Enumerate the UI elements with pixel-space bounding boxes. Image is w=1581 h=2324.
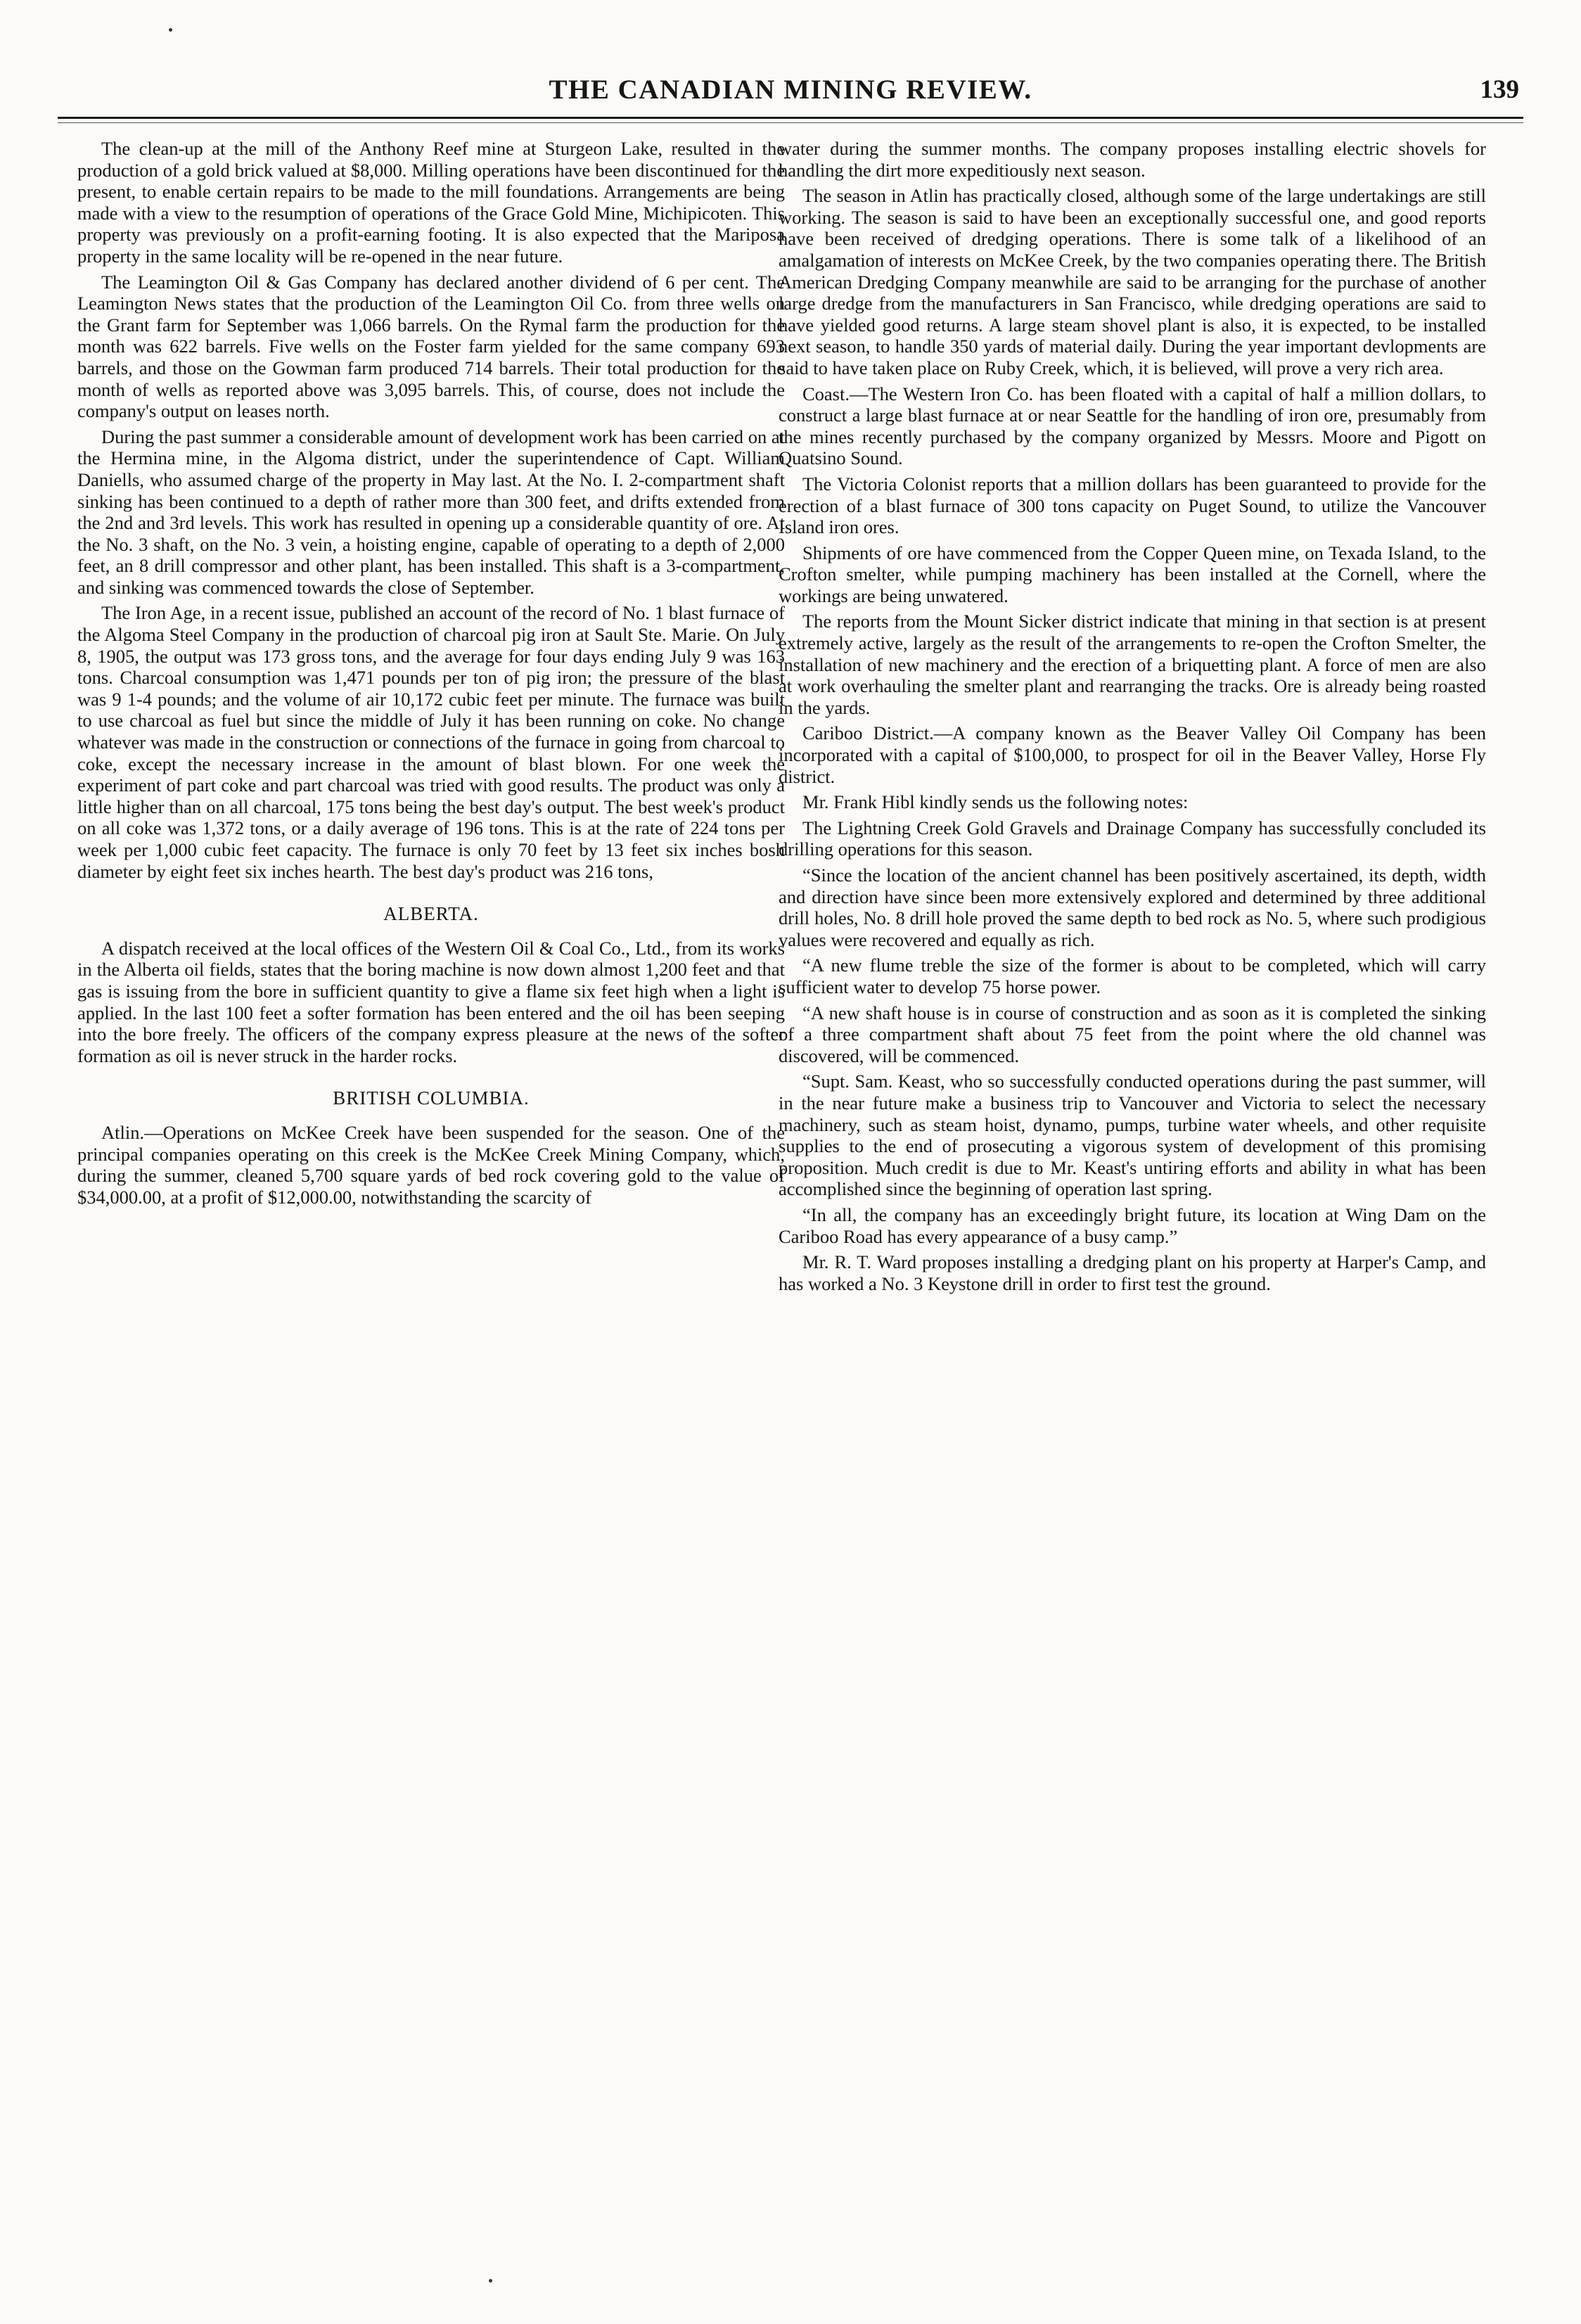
paragraph-leamington-oil: The Leamington Oil & Gas Company has declared another dividend of 6 per cent. The Leamington News states that the production of the Leamington Oil Co. from three wells on the Grant farm for September was 1,066 barrels. On the Rymal farm the production for the month was 622 barrels. Five wells on the Foster farm yielded for the same company 693 barrels, and those on the Gowman farm produced 714 barrels. Their total production for the month of wells as reported above was 3,095 barrels. This, of course, does not include the company's output on leases north. [77, 271, 785, 422]
speck-top [169, 28, 172, 32]
paragraph-frank-hibl: Mr. Frank Hibl kindly sends us the following notes: [802, 791, 1189, 813]
paragraph-atlin-continued: water during the summer months. The company proposes installing electric shovels for handling the dirt more expeditiously next season. [779, 138, 1486, 181]
journal-title: THE CANADIAN MINING REVIEW. [549, 75, 1032, 105]
heading-alberta: ALBERTA. [383, 903, 479, 925]
paragraph-algoma-steel: The Iron Age, in a recent issue, published an account of the record of No. 1 blast furnace of the Algoma Steel Company in the production of charcoal pig iron at Sault Ste. Marie. On July 8, 1905, the output was 173 gross tons, and the average for four days ending July 9 was 163 tons. Charcoal consumption was 1,471 pounds per ton of pig iron; the pressure of the blast was 9 1-4 pounds; and the volume of air 10,172 cubic feet per minute. The furnace was built to use charcoal as fuel but since the middle of July it has been running on coke. No change whatever was made in the construction or connections of the furnace in going from charcoal to coke, except the necessary increase in the amount of blast blown. For one week the experiment of part coke and part charcoal was tried with good results. The product was only a little higher than on all charcoal, 175 tons being the best day's output. The best week's product on all coke was 1,372 tons, or a daily average of 196 tons. This is at the rate of 224 tons per week per 1,000 cubic feet capacity. The furnace is only 70 feet by 13 feet six inches bosh diameter by eight feet six inches hearth. The best day's product was 216 tons, [77, 602, 785, 882]
paragraph-ancient-channel: “Since the location of the ancient channel has been positively ascertained, its depth, width and direction have since been more extensively explored and determined by three additional drill holes, No. 8 drill hole proved the same depth to bed rock as No. 5, where such prodigious values were recovered and equally as rich. [779, 864, 1486, 950]
page-header [58, 73, 1523, 114]
speck-bottom [489, 2279, 492, 2282]
paragraph-lightning-creek: The Lightning Creek Gold Gravels and Drainage Company has successfully concluded its drilling operations for this season. [779, 817, 1486, 860]
page-number: 139 [1480, 75, 1519, 104]
paragraph-new-flume: “A new flume treble the size of the former is about to be completed, which will carry sufficient water to develop 75 horse power. [779, 954, 1486, 997]
paragraph-anthony-reef: The clean-up at the mill of the Anthony Reef mine at Sturgeon Lake, resulted in the production of a gold brick valued at $8,000. Milling operations have been discontinued for the present, to enable certain repairs to be made to the mill foundations. Arrangements are being made with a view to the resumption of operations of the Grace Gold Mine, Michipicoten. This property was previously on a profit-earning footing. It is also expected that the Mariposa property in the same locality will be re-opened in the near future. [77, 138, 785, 267]
paragraph-bright-future: “In all, the company has an exceedingly bright future, its location at Wing Dam on the Cariboo Road has every appearance of a busy camp.” [779, 1204, 1486, 1247]
paragraph-mount-sicker: The reports from the Mount Sicker district indicate that mining in that section is at present extremely active, largely as the result of the arrangements to re-open the Crofton Smelter, the installation of new machinery and the erection of a briquetting plant. A force of men are also at work overhauling the smelter plant and rearranging the tracks. Ore is already being roasted in the yards. [779, 611, 1486, 718]
paragraph-victoria-colonist: The Victoria Colonist reports that a million dollars has been guaranteed to provide for the erection of a blast furnace of 300 tons capacity on Puget Sound, to utilize the Vancouver Island iron ores. [779, 473, 1486, 538]
paragraph-shaft-house: “A new shaft house is in course of construction and as soon as it is completed the sinking of a three compartment shaft about 75 feet from the point where the old channel was discovered, will be commenced. [779, 1002, 1486, 1066]
paragraph-copper-queen: Shipments of ore have commenced from the Copper Queen mine, on Texada Island, to the Crofton smelter, while pumping machinery has been installed at the Cornell, where the workings are being unwatered. [779, 542, 1486, 606]
right-column [779, 138, 1486, 1298]
paragraph-atlin-season: The season in Atlin has practically closed, although some of the large undertakings are still working. The season is said to have been an exceptionally successful one, and good reports have been received of dredging operations. There is some talk of a likelihood of an amalgamation of interests on McKee Creek, by the two companies operating there. The British American Dredging Company meanwhile are said to be arranging for the purchase of another large dredge from the manufacturers in San Francisco, while dredging operations are said to have yielded good returns. A large steam shovel plant is also, it is expected, to be installed next season, to handle 350 yards of material daily. During the year important devlopments are said to have taken place on Ruby Creek, which, it is believed, will prove a very rich area. [779, 185, 1486, 378]
paragraph-supt-keast: “Supt. Sam. Keast, who so successfully conducted operations during the past summer, will in the near future make a business trip to Vancouver and Victoria to select the necessary machinery, such as steam hoist, dynamo, pumps, turbine water wheels, and other requisite supplies to the end of prosecuting a vigorous system of development of this promising proposition. Much credit is due to Mr. Keast's untiring efforts and ability in what has been accomplished since the beginning of operation last spring. [779, 1071, 1486, 1200]
paragraph-alberta-oil: A dispatch received at the local offices of the Western Oil & Coal Co., Ltd., from its works in the Alberta oil fields, states that the boring machine is now down almost 1,200 feet and that gas is issuing from the bore in sufficient quantity to give a flame six feet high when a light is applied. In the last 100 feet a softer formation has been entered and the oil has been seeping into the bore freely. The officers of the company express pleasure at the news of the softer formation as oil is never struck in the harder rocks. [77, 937, 785, 1066]
paragraph-atlin: Atlin.—Operations on McKee Creek have been suspended for the season. One of the principal companies operating on this creek is the McKee Creek Mining Company, which, during the summer, cleaned 5,700 square yards of bed rock covering gold to the value of $34,000.00, at a profit of $12,000.00, notwithstanding the scarcity of [77, 1121, 785, 1208]
heading-british-columbia: BRITISH COLUMBIA. [333, 1087, 530, 1109]
paragraph-rt-ward: Mr. R. T. Ward proposes installing a dredging plant on his property at Harper's Camp, and has worked a No. 3 Keystone drill in order to first test the ground. [779, 1251, 1486, 1294]
paragraph-coast: Coast.—The Western Iron Co. has been floated with a capital of half a million dollars, to construct a large blast furnace at or near Seattle for the handling of iron ore, presumably from the mines recently purchased by the company organized by Messrs. Moore and Pigott on Quatsino Sound. [779, 383, 1486, 469]
left-column [77, 138, 785, 1212]
paragraph-cariboo: Cariboo District.—A company known as the Beaver Valley Oil Company has been incorporated with a capital of $100,000, to prospect for oil in the Beaver Valley, Horse Fly district. [779, 722, 1486, 787]
header-rule-thin [58, 122, 1523, 123]
header-rule [58, 117, 1523, 119]
paragraph-hermina-mine: During the past summer a considerable amount of development work has been carried on at the Hermina mine, in the Algoma district, under the superintendence of Capt. William Daniells, who assumed charge of the property in May last. At the No. I. 2-compartment shaft sinking has been continued to a depth of rather more than 300 feet, and drifts extended from the 2nd and 3rd levels. This work has resulted in opening up a considerable quantity of ore. At the No. 3 shaft, on the No. 3 vein, a hoisting engine, capable of operating to a depth of 2,000 feet, an 8 drill compressor and other plant, has been installed. This shaft is a 3-compartment, and sinking was commenced towards the close of September. [77, 426, 785, 598]
